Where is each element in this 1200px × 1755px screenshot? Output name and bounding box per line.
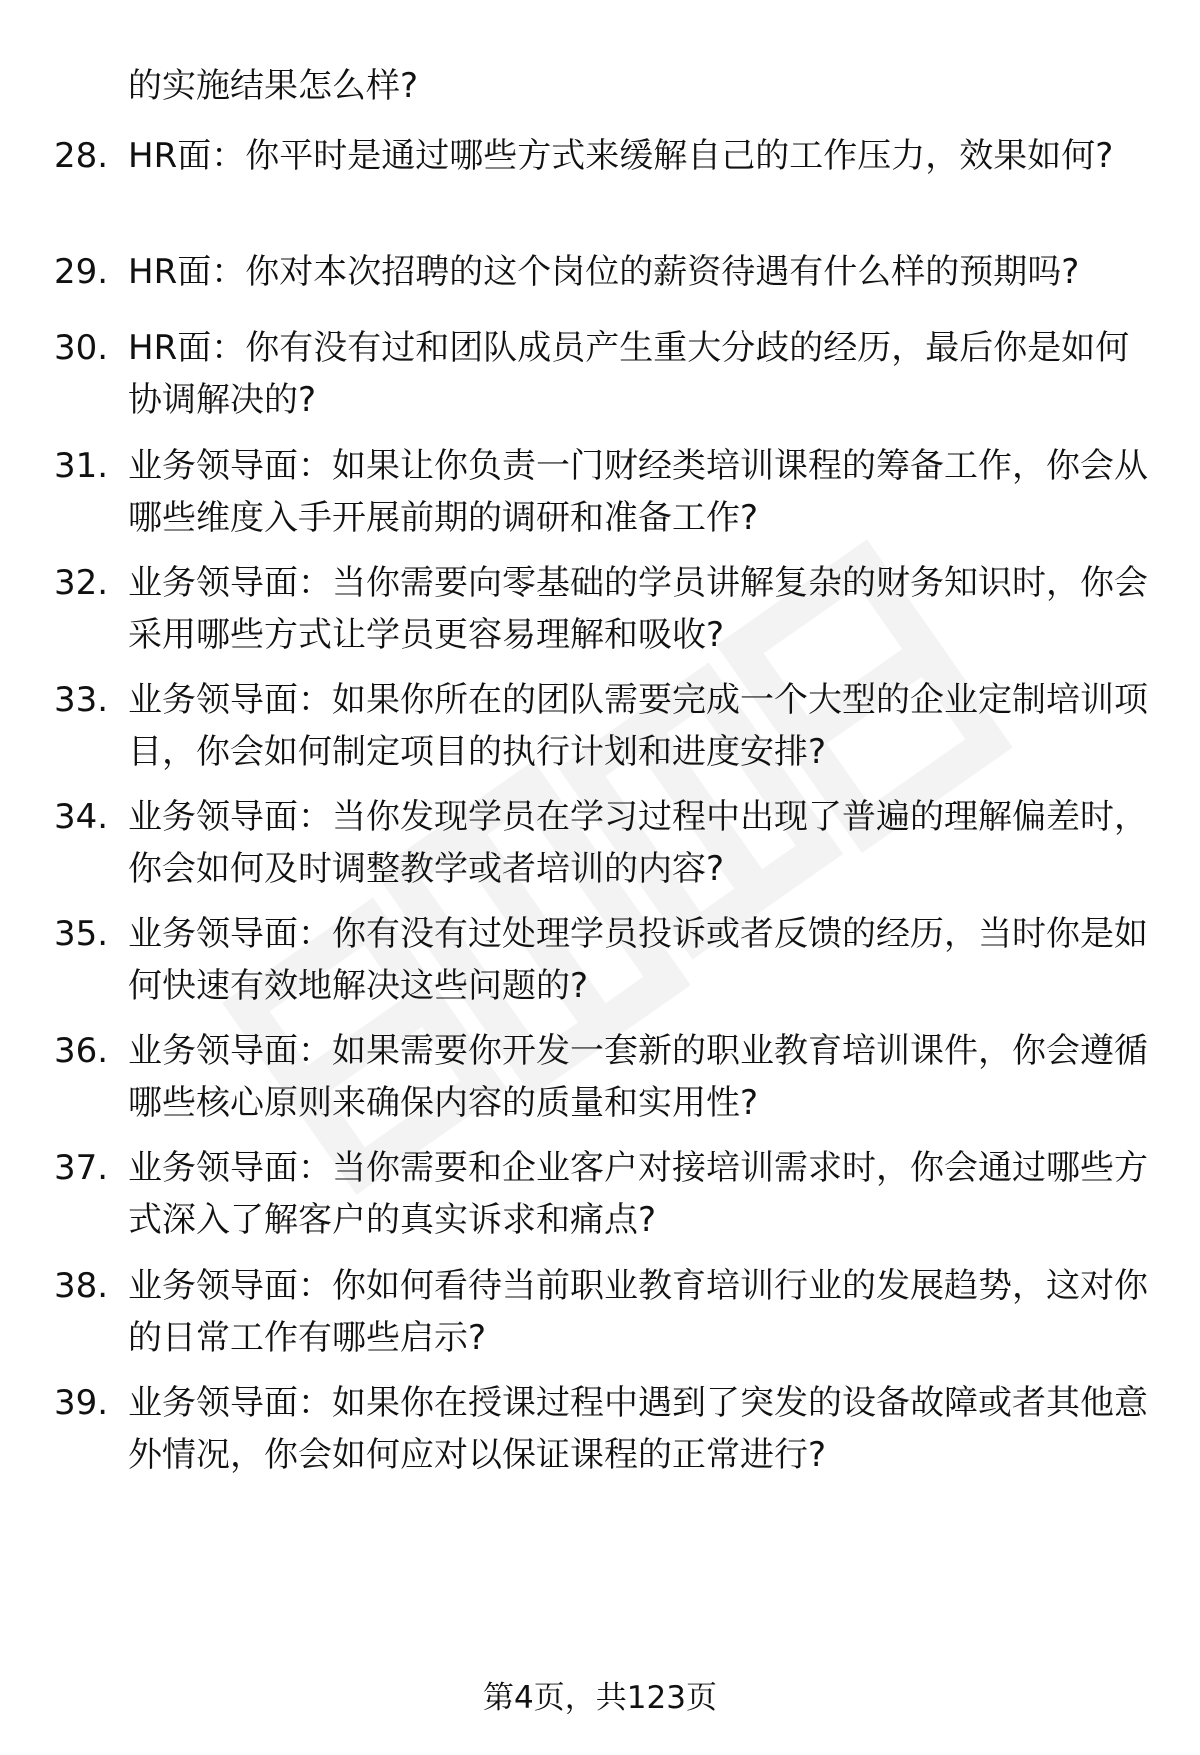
question-text: 业务领导面：你如何看待当前职业教育培训行业的发展趋势，这对你的日常工作有哪些启示? [128,1266,1148,1358]
page-footer: 第4页，共123页 [483,1680,717,1716]
question-number: 39. [54,1383,109,1423]
continuation-text: 的实施结果怎么样? [128,66,419,106]
question-text: 业务领导面：当你需要和企业客户对接培训需求时，你会通过哪些方式深入了解客户的真实诉求和痛点? [128,1148,1148,1240]
question-number: 30. [54,328,109,368]
question-text: 业务领导面：如果需要你开发一套新的职业教育培训课件，你会遵循哪些核心原则来确保内容的质量和实用性? [128,1031,1148,1123]
question-text: 业务领导面：如果你所在的团队需要完成一个大型的企业定制培训项目，你会如何制定项目的执行计划和进度安排? [128,680,1148,772]
question-number: 33. [54,680,109,720]
question-text: 业务领导面：当你需要向零基础的学员讲解复杂的财务知识时，你会采用哪些方式让学员更容易理解和吸收? [128,563,1148,655]
question-number: 36. [54,1031,109,1071]
question-number: 32. [54,563,109,603]
question-number: 28. [54,136,109,176]
question-text: HR面：你平时是通过哪些方式来缓解自己的工作压力，效果如何? [128,136,1114,176]
question-text: 业务领导面：当你发现学员在学习过程中出现了普遍的理解偏差时，你会如何及时调整教学或者培训的内容? [128,797,1148,889]
question-text: HR面：你有没有过和团队成员产生重大分歧的经历，最后你是如何协调解决的? [128,328,1130,420]
question-text: 业务领导面：你有没有过处理学员投诉或者反馈的经历，当时你是如何快速有效地解决这些问题的? [128,914,1148,1006]
question-number: 35. [54,914,109,954]
question-number: 34. [54,797,109,837]
question-number: 37. [54,1148,109,1188]
question-number: 29. [54,252,109,292]
question-text: HR面：你对本次招聘的这个岗位的薪资待遇有什么样的预期吗? [128,252,1080,292]
question-number: 31. [54,446,109,486]
question-number: 38. [54,1266,109,1306]
question-text: 业务领导面：如果你在授课过程中遇到了突发的设备故障或者其他意外情况，你会如何应对以保证课程的正常进行? [128,1383,1148,1475]
question-text: 业务领导面：如果让你负责一门财经类培训课程的筹备工作，你会从哪些维度入手开展前期的调研和准备工作? [128,446,1148,538]
